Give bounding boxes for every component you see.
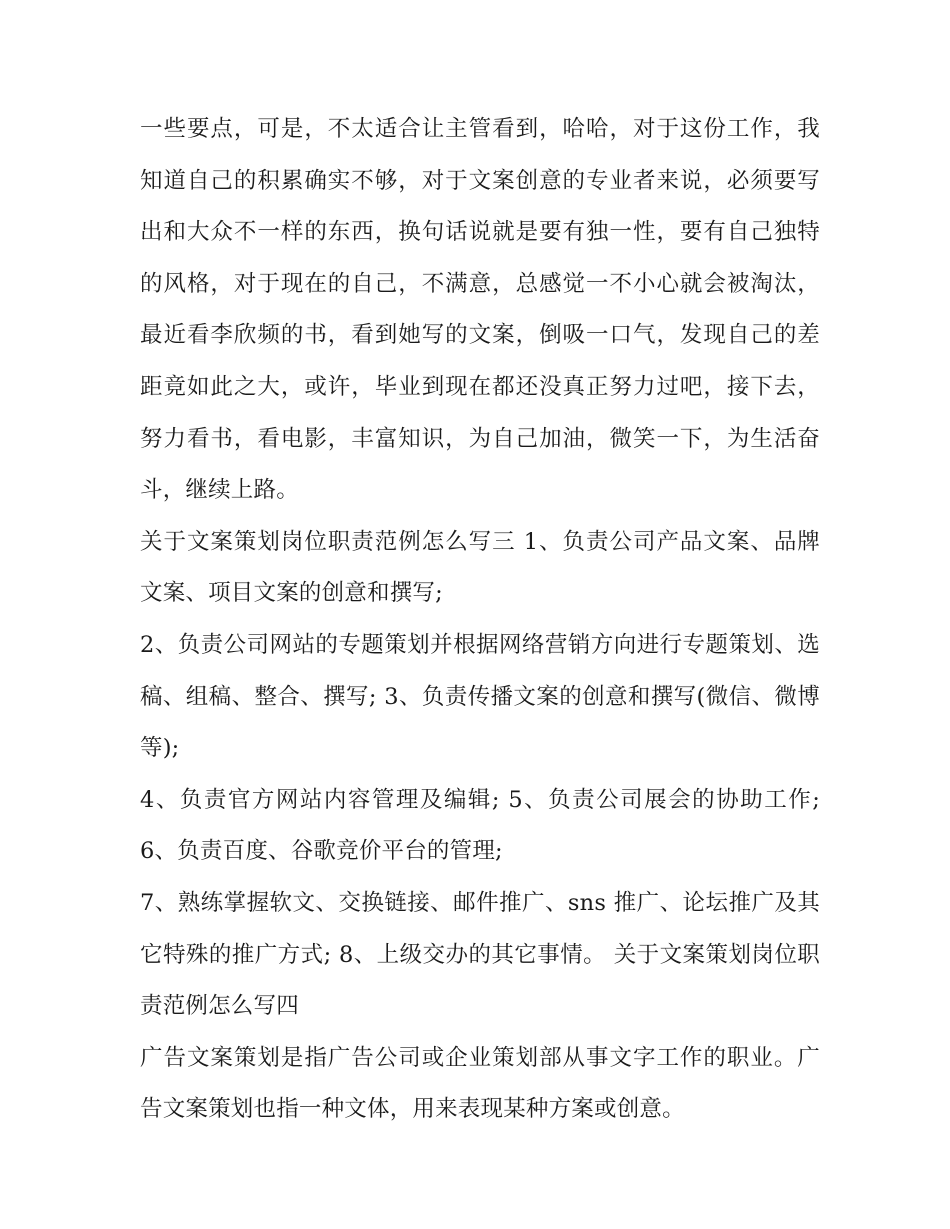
document-body bbox=[140, 104, 820, 1136]
paragraph-reflection: 一些要点，可是，不太适合让主管看到，哈哈，对于这份工作，我知道自己的积累确实不够，对于文案创意的专业者来说，必须要写出和大众不一样的东西，换句话说就是要有独一性，要有自己独特的风格，对于现在的自己，不满意，总感觉一不小心就会被淘汰，最近看李欣频的书，看到她写的文案，倒吸一口气，发现自己的差距竟如此之大，或许，毕业到现在都还没真正努力过吧，接下去，努力看书，看电影，丰富知识，为自己加油，微笑一下，为生活奋斗，继续上路。 bbox=[140, 116, 820, 504]
paragraph-duty-4-6: 4、负责官方网站内容管理及编辑; 5、负责公司展会的协助工作; 6、负责百度、谷歌竞价平台的管理; bbox=[140, 786, 820, 865]
paragraph-section-four: 广告文案策划是指广告公司或企业策划部从事文字工作的职业。广告文案策划也指一种文体，用来表现某种方案或创意。 bbox=[140, 1044, 820, 1123]
paragraph-section-three: 关于文案策划岗位职责范例怎么写三 1、负责公司产品文案、品牌文案、项目文案的创意和撰写; bbox=[140, 528, 820, 607]
paragraph-duty-7-8: 7、熟练掌握软文、交换链接、邮件推广、sns 推广、论坛推广及其它特殊的推广方式; 8、上级交办的其它事情。 关于文案策划岗位职责范例怎么写四 bbox=[140, 889, 820, 1020]
paragraph-duty-2-3: 2、负责公司网站的专题策划并根据网络营销方向进行专题策划、选稿、组稿、整合、撰写; 3、负责传播文案的创意和撰写(微信、微博等); bbox=[140, 631, 820, 762]
